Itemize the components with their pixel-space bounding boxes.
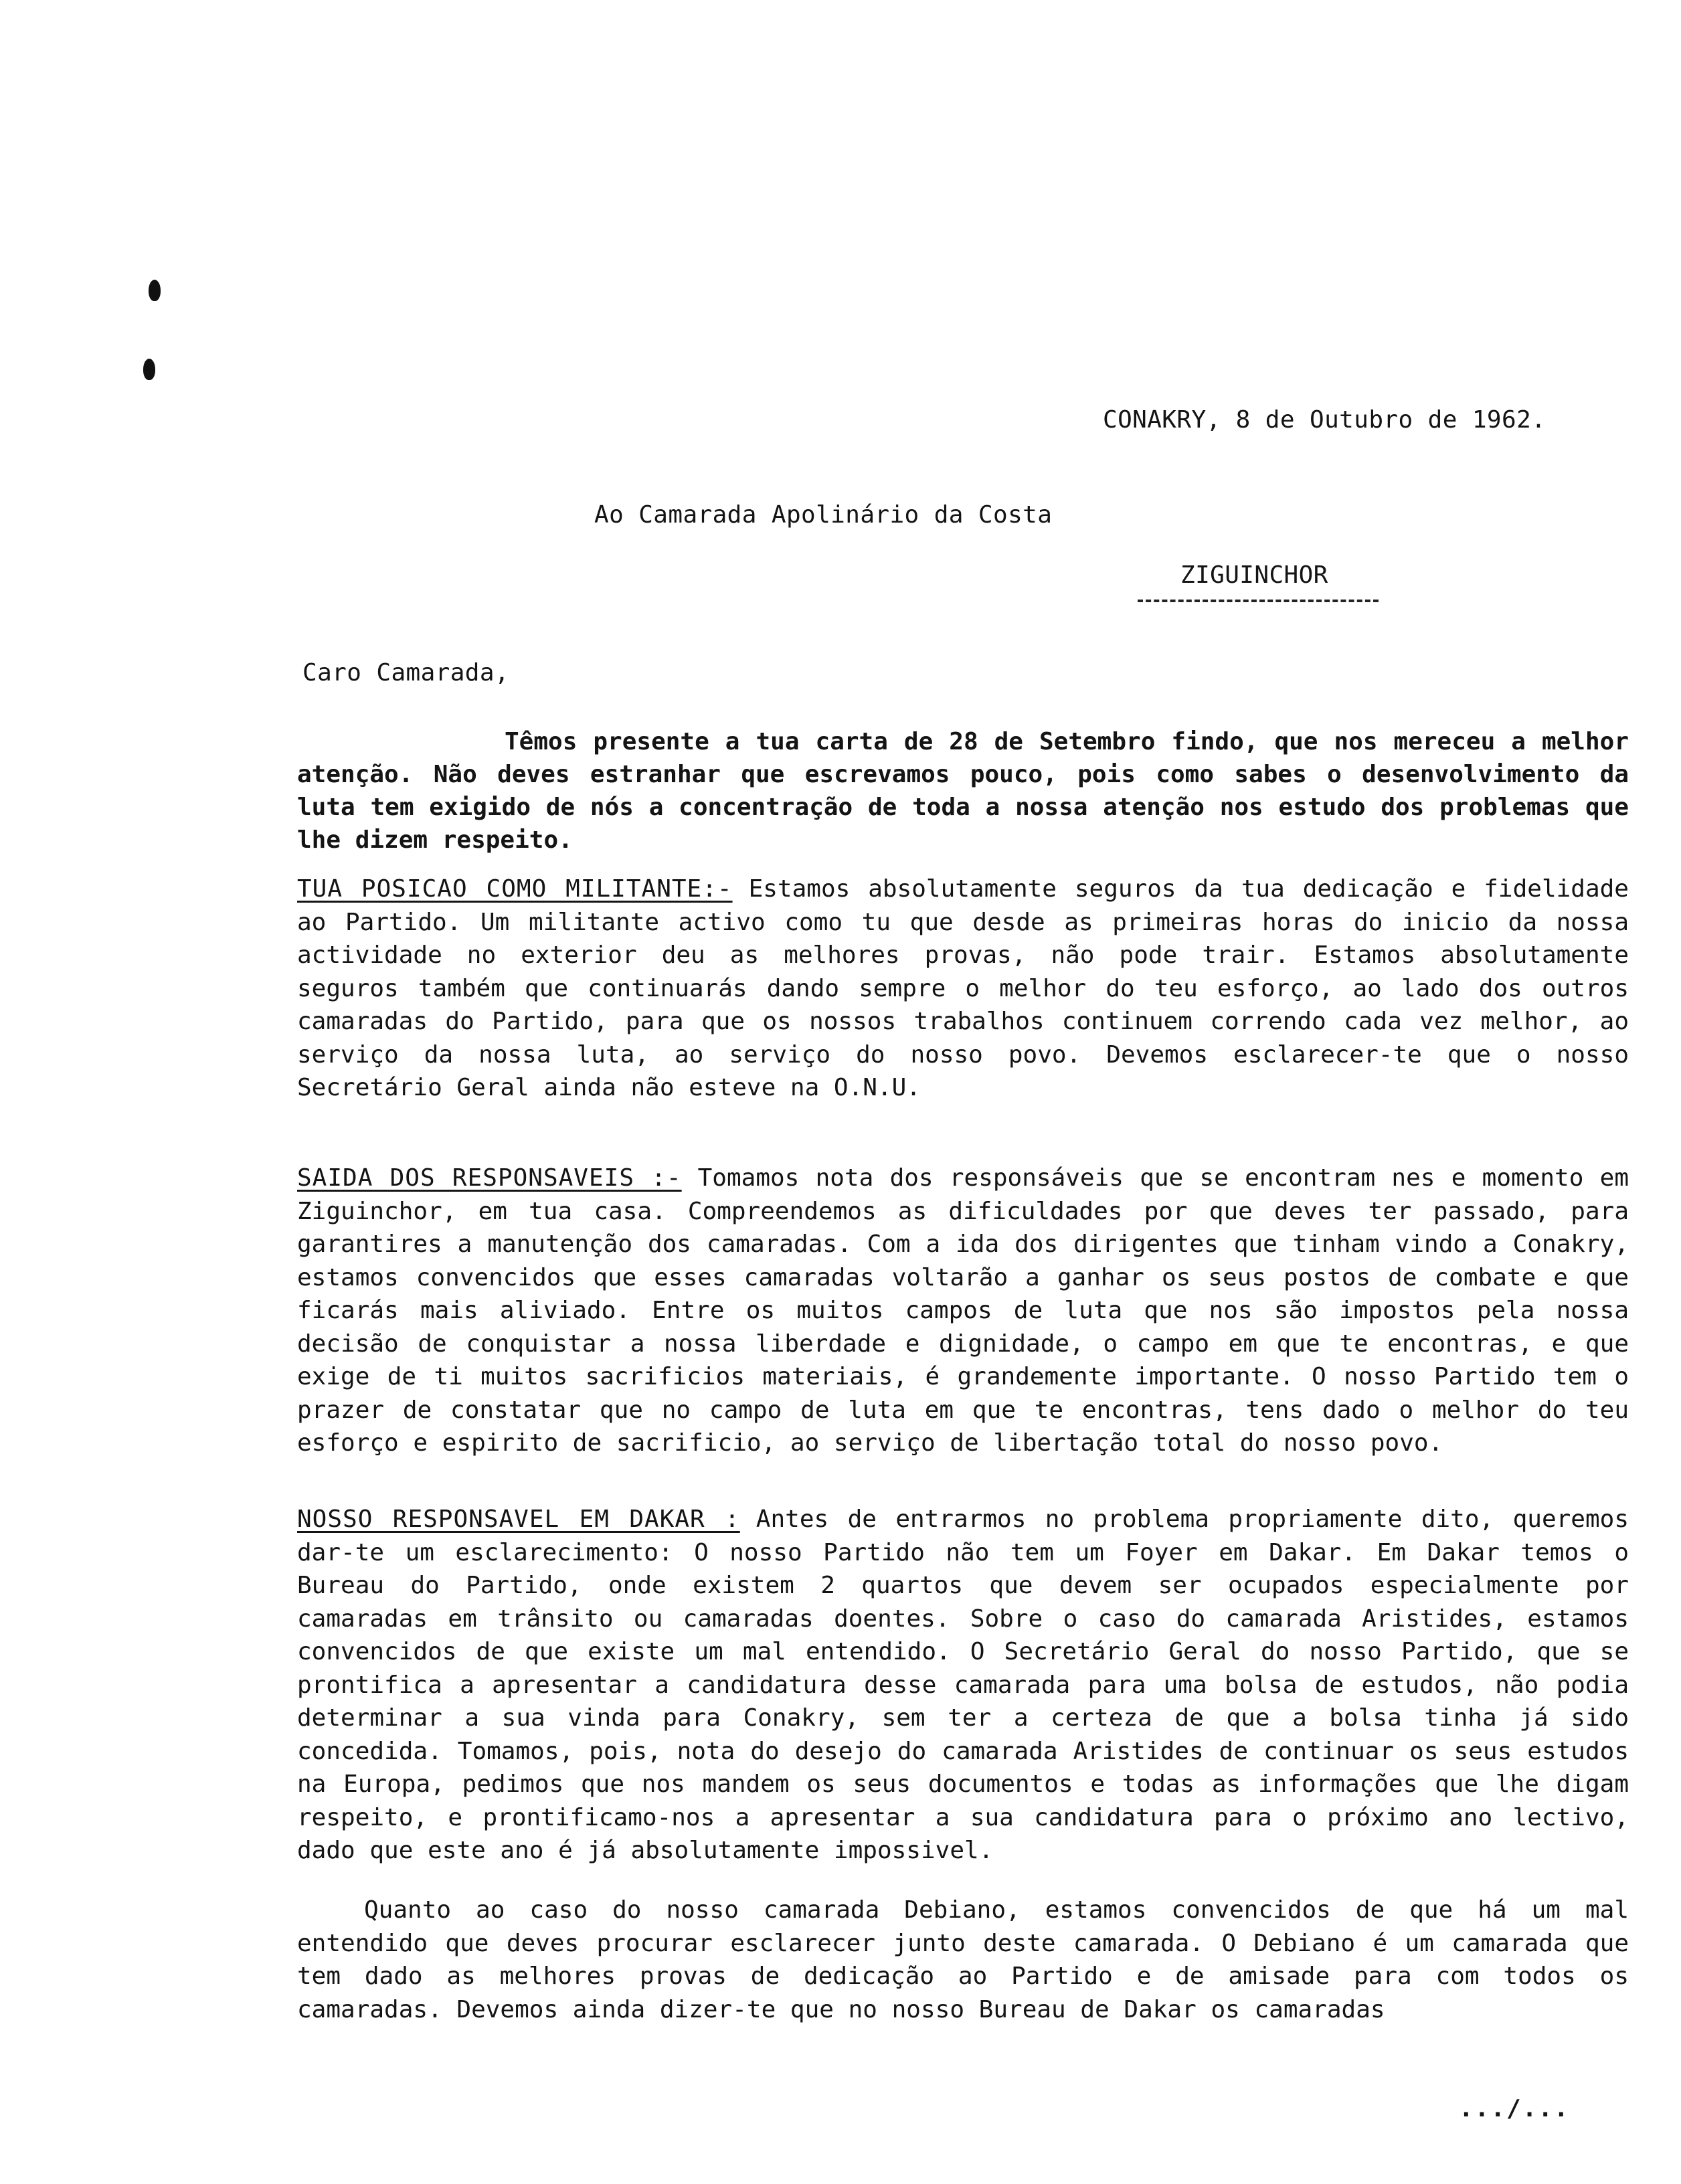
- salutation: Caro Camarada,: [302, 659, 510, 687]
- section-body: Tomamos nota dos responsáveis que se encontram nes e momento em Ziguinchor, em tua casa. Compreendemos as dificuldades por que deves ter passado, para garantires a manutenção dos camaradas. Com a ida dos dirigentes que tinham vindo a Conakry, estamos convencidos que esses camaradas voltarão a ganhar os seus postos de combate e que ficarás mais aliviado. Entre os muitos campos de luta que nos são impostos pela nossa decisão de conquistar a nossa liberdade e dignidade, o campo em que te encontras, e que exige de ti muitos sacrificios materiais, é grandemente importante. O nosso Partido tem o prazer de constatar que no campo de luta em que te encontras, tens dado o melhor do teu esforço e espirito de sacrificio, ao serviço de libertação total do nosso povo.: [297, 1164, 1629, 1457]
- paragraph-text: Têmos presente a tua carta de 28 de Setembro findo, que nos mereceu a melhor atenção. Não deves estranhar que escrevamos pouco, pois como sabes o desenvolvimento da luta tem exigido de nós a concentração de toda a nossa atenção nos estudo dos problemas que lhe dizem respeito.: [297, 728, 1629, 854]
- section-body: Estamos absolutamente seguros da tua dedicação e fidelidade ao Partido. Um militante activo como tu que desde as primeiras horas do inicio da nossa actividade no exterior deu as melhores provas, não pode trair. Estamos absolutamente seguros também que continuarás dando sempre o melhor do teu esforço, ao lado dos outros camaradas do Partido, para que os nossos trabalhos continuem correndo cada vez melhor, ao serviço da nossa luta, ao serviço do nosso povo. Devemos esclarecer-te que o nosso Secretário Geral ainda não esteve na O.N.U.: [297, 875, 1629, 1101]
- destination-city: ZIGUINCHOR: [1180, 561, 1328, 589]
- section-dakar-representative: [297, 1503, 1629, 1868]
- closing-paragraph: [297, 1894, 1629, 2026]
- city-underline: [1138, 600, 1379, 602]
- section-militant-position: [297, 873, 1629, 1105]
- punch-hole-mark: [149, 280, 161, 301]
- section-paragraph: [297, 1503, 1629, 1868]
- opening-paragraph: [297, 725, 1629, 856]
- section-body: Antes de entrarmos no problema propriamente dito, queremos dar-te um esclarecimento: O nosso Partido não tem um Foyer em Dakar. Em Dakar temos o Bureau do Partido, onde existem 2 quartos que devem ser ocupados especialmente por camaradas em trânsito ou camaradas doentes. Sobre o caso do camarada Aristides, estamos convencidos de que existe um mal entendido. O Secretário Geral do nosso Partido, que se prontifica a apresentar a candidatura desse camarada para uma bolsa de estudos, não podia determinar a sua vinda para Conakry, sem ter a certeza de que a bolsa tinha já sido concedida. Tomamos, pois, nota do desejo do camarada Aristides de continuar os seus estudos na Europa, pedimos que nos mandem os seus documentos e todas as informações que lhe digam respeito, e prontificamo-nos a apresentar a sua candidatura para o próximo ano lectivo, dado que este ano é já absolutamente impossivel.: [297, 1506, 1629, 1864]
- date-line: CONAKRY, 8 de Outubro de 1962.: [1103, 406, 1546, 434]
- section-paragraph: [297, 1162, 1629, 1460]
- section-paragraph: [297, 873, 1629, 1105]
- punch-hole-mark: [143, 359, 155, 380]
- page-continuation-mark: .../...: [1459, 2095, 1570, 2122]
- addressee-line: Ao Camarada Apolinário da Costa: [594, 501, 1053, 529]
- paragraph-text: Quanto ao caso do nosso camarada Debiano, estamos convencidos de que há um mal entendido que deves procurar esclarecer junto deste camarada. O Debiano é um camarada que tem dado as melhores provas de dedicação ao Partido e de amisade para com todos os camaradas. Devemos ainda dizer-te que no nosso Bureau de Dakar os camaradas: [297, 1896, 1629, 2023]
- section-heading: NOSSO RESPONSAVEL EM DAKAR :: [297, 1506, 740, 1533]
- section-heading: TUA POSICAO COMO MILITANTE:-: [297, 875, 733, 903]
- section-departure-of-leaders: [297, 1162, 1629, 1460]
- section-heading: SAIDA DOS RESPONSAVEIS :-: [297, 1164, 682, 1192]
